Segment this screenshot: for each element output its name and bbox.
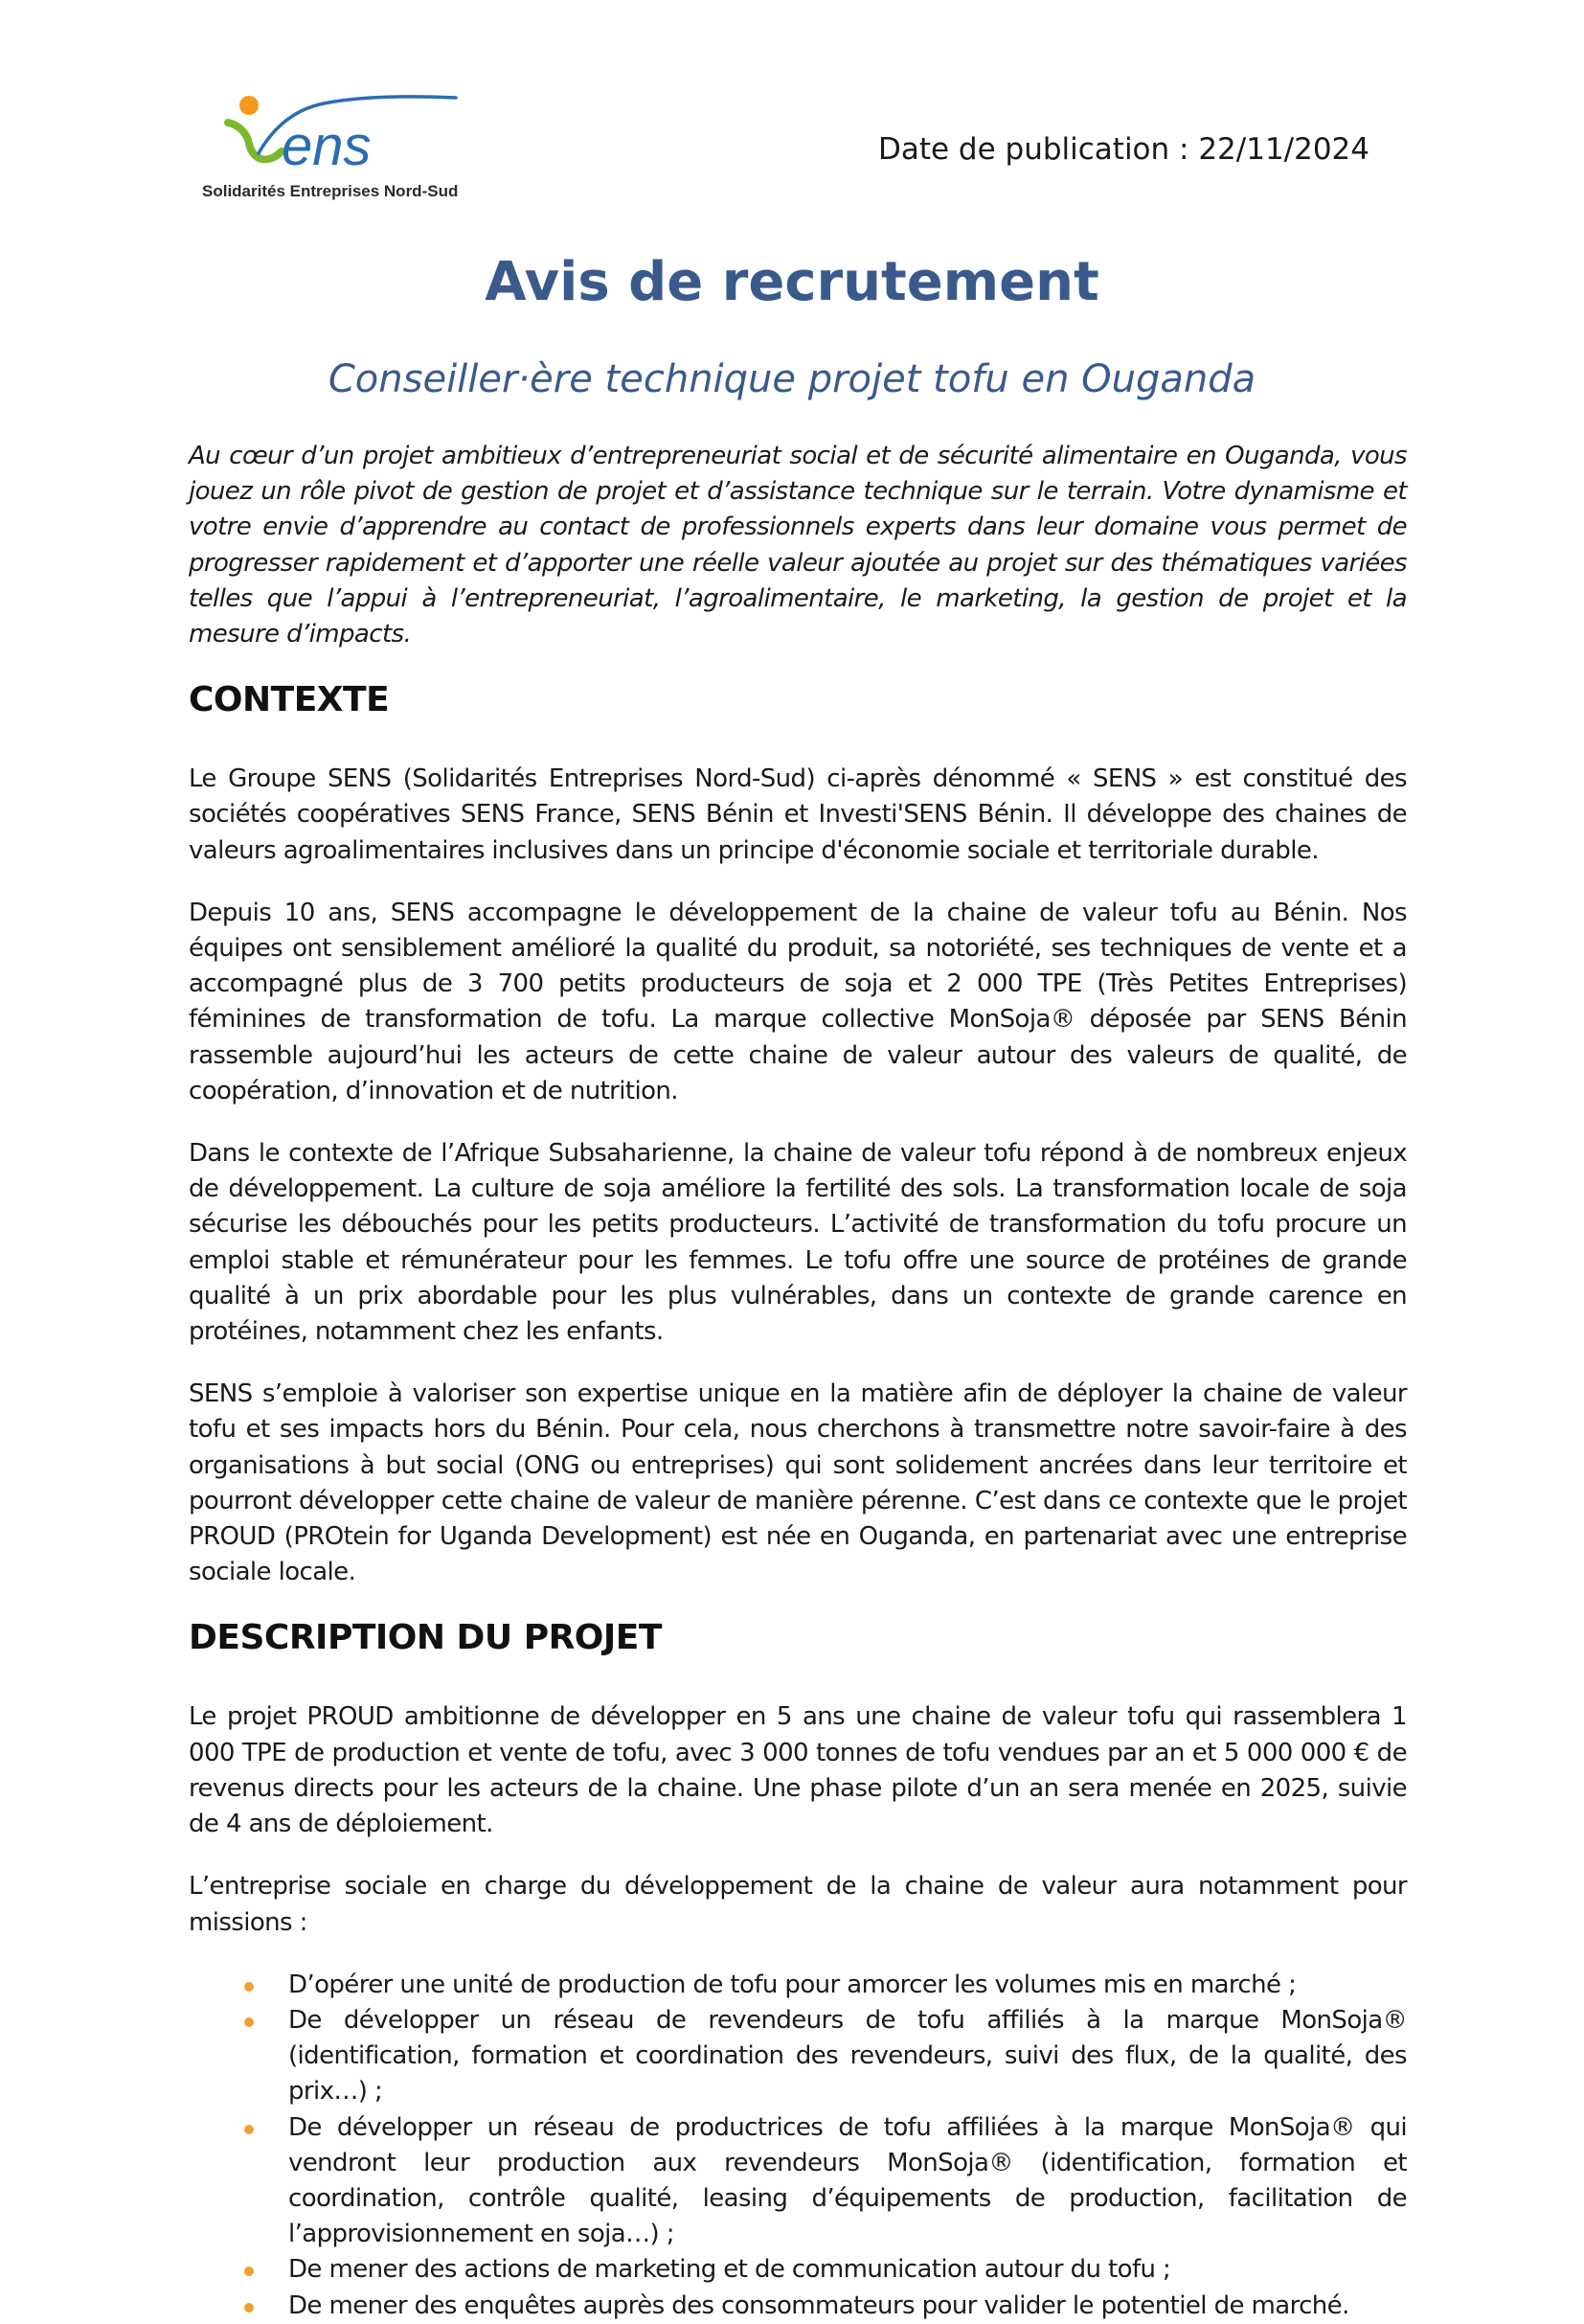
contexte-paragraph: Dans le contexte de l’Afrique Subsaharienne, la chaine de valeur tofu répond à de nombreux enjeux de développement. La culture de soja améliore la fertilité des sols. La transformation locale de soja sécurise les débouchés pour les petits producteurs. L’activité de transformation du tofu procure un emploi stable et rémunérateur pour les femmes. Le tofu offre une source de protéines de grande qualité à un prix abordable pour les plus vulnérables, dans un contexte de grande carence en protéines, notamment chez les enfants. bbox=[189, 1139, 1407, 1347]
bullet-icon bbox=[244, 1982, 254, 1992]
logo-orange-dot bbox=[239, 96, 259, 115]
list-item-text: De développer un réseau de revendeurs de tofu affiliés à la marque MonSoja® (identification, formation et coordination des revendeurs, suivi des flux, de la qualité, des prix…) ; bbox=[288, 2005, 1407, 2107]
list-item-text: De développer un réseau de productrices de tofu affiliées à la marque MonSoja® qui vendront leur production aux revendeurs MonSoja® (identification, formation et coordination, contrôle qualité, leasing d’équipements de production, facilitation de l’approvisionnement en soja…) ; bbox=[288, 2112, 1407, 2249]
list-item bbox=[189, 2003, 1407, 2110]
list-item-text: De mener des actions de marketing et de communication autour du tofu ; bbox=[288, 2255, 1171, 2285]
logo-tagline: Solidarités Entreprises Nord-Sud bbox=[202, 182, 459, 200]
list-item bbox=[189, 2110, 1407, 2253]
logo-green-swoosh bbox=[228, 123, 282, 159]
description-paragraph: L’entreprise sociale en charge du développement de la chaine de valeur aura notamment pour missions : bbox=[189, 1872, 1407, 1937]
sens-logo-mark bbox=[199, 88, 496, 184]
bullet-icon bbox=[244, 2267, 254, 2276]
list-item bbox=[189, 2252, 1407, 2288]
contexte-paragraph: Depuis 10 ans, SENS accompagne le développement de la chaine de valeur tofu au Bénin. Nos équipes ont sensiblement amélioré la qualité du produit, sa notoriété, ses techniques de vente et a accompagné plus de 3 700 petits producteurs de soja et 2 000 TPE (Très Petites Entreprises) féminines de transformation de tofu. La marque collective MonSoja® déposée par SENS Bénin rassemble aujourd’hui les acteurs de cette chaine de valeur autour des valeurs de qualité, de coopération, d’innovation et de nutrition. bbox=[189, 898, 1407, 1105]
list-item bbox=[189, 2289, 1407, 2324]
section-heading-contexte: CONTEXTE bbox=[189, 680, 390, 720]
contexte-paragraph: Le Groupe SENS (Solidarités Entreprises Nord-Sud) ci-après dénommé « SENS » est constitué des sociétés coopératives SENS France, SENS Bénin et Investi'SENS Bénin. Il développe des chaines de valeurs agroalimentaires inclusives dans un principe d'économie sociale et territoriale durable. bbox=[189, 764, 1407, 865]
section-heading-description: DESCRIPTION DU PROJET bbox=[189, 1618, 662, 1658]
document-body bbox=[189, 439, 1407, 2324]
description-paragraph: Le projet PROUD ambitionne de développer en 5 ans une chaine de valeur tofu qui rassemblera 1 000 TPE de production et vente de tofu, avec 3 000 tonnes de tofu vendues par an et 5 000 000 € de revenus directs pour les acteurs de la chaine. Une phase pilote d’un an sera menée en 2025, suivie de 4 ans de déploiement. bbox=[189, 1702, 1407, 1839]
bullet-icon bbox=[244, 2303, 254, 2313]
intro-paragraph: Au cœur d’un projet ambitieux d’entrepreneuriat social et de sécurité alimentaire en Ouganda, vous jouez un rôle pivot de gestion de projet et d’assistance technique sur le terrain. Votre dynamisme et votre envie d’apprendre au contact de professionnels experts dans leur domaine vous permet de progresser rapidement et d’apporter une réelle valeur ajoutée au projet sur des thématiques variées telles que l’appui à l’entrepreneuriat, l’agroalimentaire, le marketing, la gestion de projet et la mesure d’impacts. bbox=[189, 442, 1407, 649]
sens-logo bbox=[199, 88, 496, 207]
list-item bbox=[189, 1968, 1407, 2003]
bullet-icon bbox=[244, 2125, 254, 2134]
missions-list bbox=[189, 1968, 1407, 2324]
logo-wordmark: ens bbox=[282, 115, 372, 177]
bullet-icon bbox=[244, 2017, 254, 2027]
page-title: Avis de recrutement bbox=[485, 251, 1099, 313]
contexte-paragraph: SENS s’emploie à valoriser son expertise unique en la matière afin de déployer la chaine de valeur tofu et ses impacts hors du Bénin. Pour cela, nous cherchons à transmettre notre savoir-faire à des organisations à but social (ONG ou entreprises) qui sont solidement ancrées dans leur territoire et pourront développer cette chaine de valeur de manière pérenne. C’est dans ce contexte que le projet PROUD (PROtein for Uganda Development) est née en Ouganda, en partenariat avec une entreprise sociale locale. bbox=[189, 1379, 1407, 1587]
publication-date: Date de publication : 22/11/2024 bbox=[877, 132, 1369, 167]
list-item-text: De mener des enquêtes auprès des consommateurs pour valider le potentiel de marché. bbox=[288, 2290, 1349, 2320]
page-subtitle: Conseiller·ère technique projet tofu en Ouganda bbox=[328, 357, 1256, 401]
list-item-text: D’opérer une unité de production de tofu pour amorcer les volumes mis en marché ; bbox=[288, 1970, 1297, 1999]
